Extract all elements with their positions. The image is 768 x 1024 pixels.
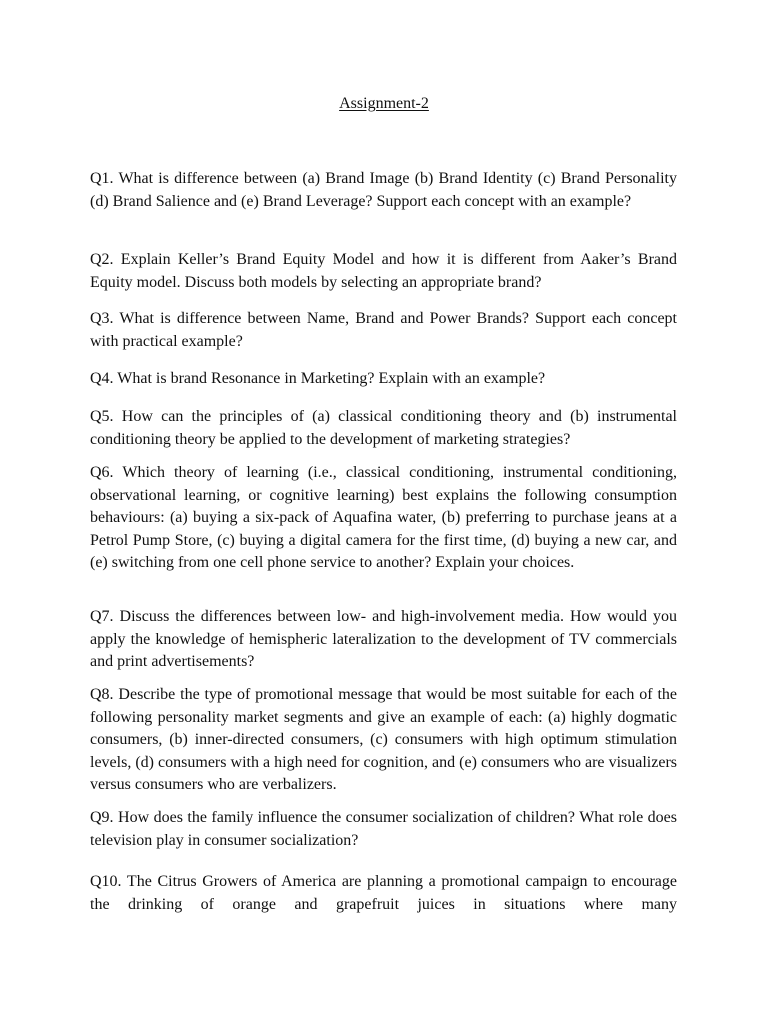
question-1: Q1. What is difference between (a) Brand Image (b) Brand Identity (c) Brand Personality (d) Brand Salience and (e) Brand Leverage? Support each concept with an example? [90, 170, 677, 210]
question-5: Q5. How can the principles of (a) classical conditioning theory and (b) instrumental conditioning theory be applied to the development of marketing strategies? [90, 408, 677, 448]
question-8: Q8. Describe the type of promotional message that would be most suitable for each of the following personality market segments and give an example of each: (a) highly dogmatic consumers, (b) inner-directed consumers, (c) consumers with high optimum stimulation levels, (d) consumers with a high need for cognition, and (e) consumers who are visualizers versus consumers who are verbalizers. [90, 686, 677, 793]
title-text: Assignment-2 [339, 95, 429, 112]
question-7: Q7. Discuss the differences between low- and high-involvement media. How would you apply the knowledge of hemispheric lateralization to the development of TV commercials and print advertisements? [90, 608, 677, 670]
question-6: Q6. Which theory of learning (i.e., classical conditioning, instrumental conditioning, observational learning, or cognitive learning) best explains the following consumption behaviours: (a) buying a six-pack of Aquafina water, (b) preferring to purchase jeans at a Petrol Pump Store, (c) buying a digital camera for the first time, (d) buying a new car, and (e) switching from one cell phone service to another? Explain your choices. [90, 464, 677, 571]
document-title [0, 94, 768, 114]
question-2: Q2. Explain Keller’s Brand Equity Model and how it is different from Aaker’s Brand Equity model. Discuss both models by selecting an appropriate brand? [90, 251, 677, 291]
question-9: Q9. How does the family influence the consumer socialization of children? What role does television play in consumer socialization? [90, 809, 677, 849]
question-3: Q3. What is difference between Name, Brand and Power Brands? Support each concept with practical example? [90, 310, 677, 350]
question-4: Q4. What is brand Resonance in Marketing? Explain with an example? [90, 370, 546, 387]
question-10: Q10. The Citrus Growers of America are planning a promotional campaign to encourage the drinking of orange and grapefruit juices in situations where many [90, 873, 677, 913]
